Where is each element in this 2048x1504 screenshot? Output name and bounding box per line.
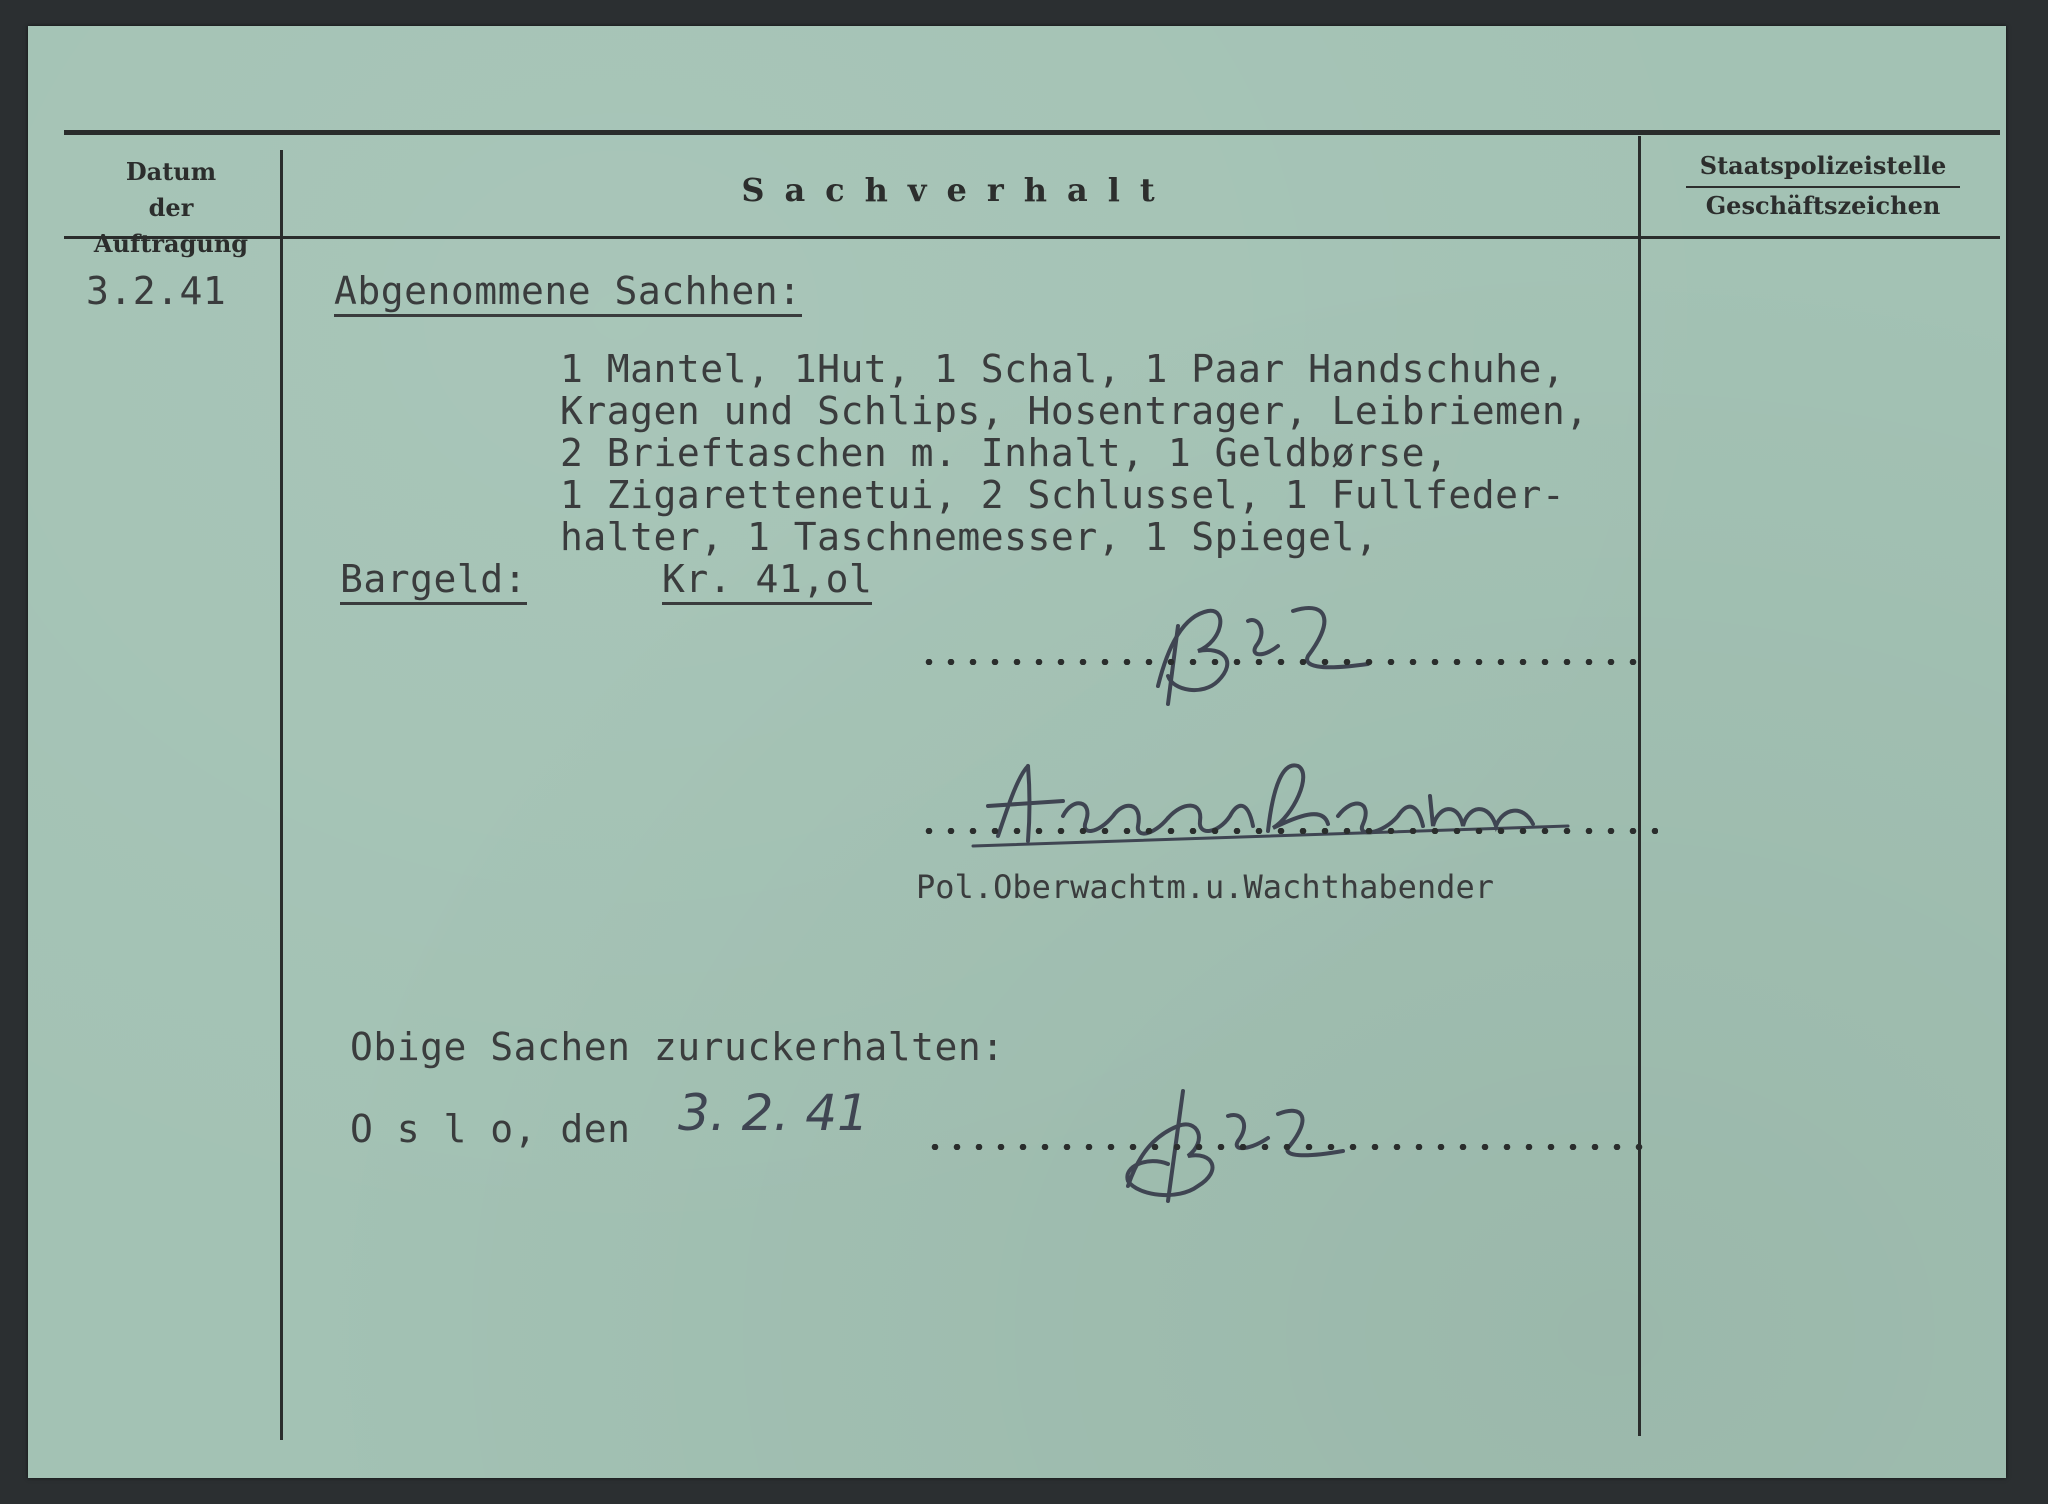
column-divider-left [280, 150, 283, 1440]
cash-label: Bargeld: [340, 558, 527, 605]
header-facts-column [288, 172, 1628, 208]
signature-wachthabender [968, 746, 1608, 856]
header-facts-label: Sachverhalt [741, 171, 1175, 209]
signature-line-1 [918, 659, 1638, 665]
items-line-3: 2 Brieftaschen m. Inhalt, 1 Geldbørse, [560, 431, 1449, 475]
initials-signature-1 [1128, 586, 1408, 706]
items-line-5: halter, 1 Taschnemesser, 1 Spiegel, [560, 515, 1379, 559]
place-date-typed: O s l o, den [350, 1107, 631, 1151]
items-line-2: Kragen und Schlips, Hosentrager, Leibriemen, [560, 389, 1589, 433]
signature-line-2 [918, 828, 1658, 834]
header-office-line2: Geschäftszeichen [1705, 191, 1941, 220]
column-divider-right [1638, 136, 1641, 1436]
signature-line-3 [924, 1144, 1644, 1150]
items-line-1: 1 Mantel, 1Hut, 1 Schal, 1 Paar Handschuhe, [560, 347, 1566, 391]
cash-value: Kr. 41,ol [662, 558, 872, 605]
returned-statement: Obige Sachen zuruckerhalten: [350, 1025, 1005, 1069]
header-top-rule [64, 130, 2000, 135]
header-date-column [68, 154, 274, 262]
place-date-handwritten: 3. 2. 41 [678, 1084, 869, 1142]
entry-date: 3.2.41 [86, 269, 227, 313]
header-bottom-rule [64, 236, 2000, 239]
items-line-4: 1 Zigarettenetui, 2 Schlussel, 1 Fullfeder- [560, 473, 1566, 517]
index-card [28, 26, 2006, 1478]
signature-caption: Pol.Oberwachtm.u.Wachthabender [916, 868, 1494, 906]
items-heading: Abgenommene Sachhen: [334, 270, 802, 317]
header-office-line1: Staatspolizeistelle [1686, 148, 1960, 188]
initials-signature-2 [1108, 1056, 1368, 1206]
header-office-column [1668, 148, 1978, 224]
header-date-line2: der Auftragung [93, 193, 249, 258]
header-date-line1: Datum [125, 157, 217, 186]
